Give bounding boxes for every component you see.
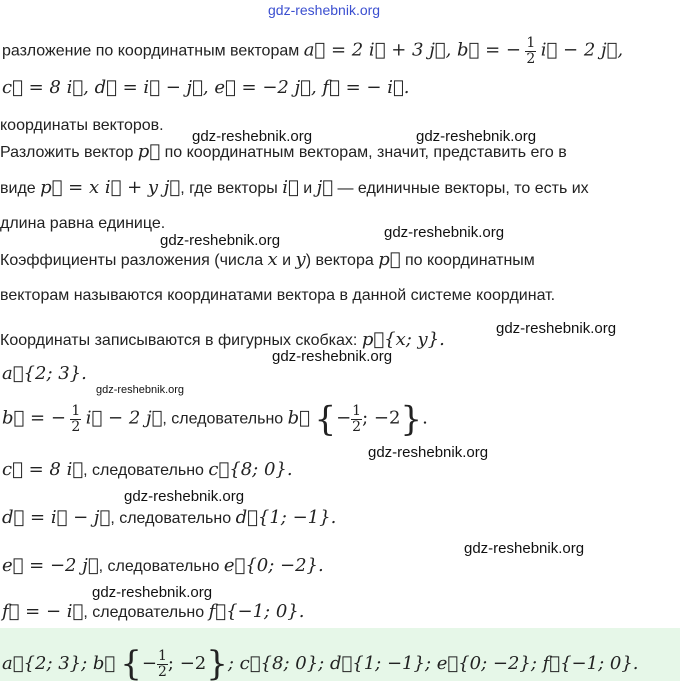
var-y: y [295, 249, 306, 270]
line-15 [2, 602, 304, 623]
fraction-half: $\frac{1}{2}$ [71, 403, 81, 435]
text: Разложить вектор [0, 144, 134, 161]
brace-right: } [400, 399, 423, 440]
vector-f-coords: f⃗{−1; 0}. [208, 601, 305, 622]
vector-b-coord-tail: ; −2 [362, 407, 401, 429]
answer-part: ; −2 [167, 652, 207, 674]
text: длина равна единице. [0, 215, 166, 232]
line-8 [0, 286, 555, 306]
vector-i: i⃗ [282, 177, 299, 198]
line-7 [0, 250, 535, 271]
line-3 [0, 116, 164, 136]
text: , следовательно [98, 558, 220, 575]
text: , где векторы [180, 180, 278, 197]
brace-right: } [206, 644, 228, 684]
brace-left: { [314, 399, 337, 440]
vector-d-expr: d⃗ = i⃗ − j⃗ [2, 507, 111, 528]
vector-p: p⃗ [137, 141, 161, 162]
vector-b-expr: b⃗ = − [2, 407, 66, 429]
answer-part: a⃗{2; 3}; b⃗ [2, 652, 116, 674]
text: векторам называются координатами вектора в данной системе координат. [0, 287, 556, 304]
text: виде [0, 180, 36, 197]
vector-p-decomposition: p⃗ = x i⃗ + y j⃗ [40, 177, 181, 198]
text: по координатным [404, 252, 535, 269]
text: по координатным векторам, значит, представить его в [164, 144, 567, 161]
answer-box [0, 628, 680, 684]
text: и [303, 180, 313, 197]
text: Коэффициенты разложения (числа [0, 252, 264, 269]
fraction-half: $\frac{1}{2}$ [158, 647, 167, 680]
vector-c-expr: c⃗ = 8 i⃗ [2, 459, 84, 480]
vector-p: p⃗ [378, 249, 401, 270]
line-13 [2, 508, 336, 529]
vector-expr-ab: a⃗ = 2 i⃗ + 3 j⃗, b⃗ = − [303, 39, 521, 61]
brace-left: { [120, 644, 142, 684]
vector-j: j⃗ [316, 177, 333, 198]
line-12 [2, 460, 293, 481]
watermark: gdz-reshebnik.org [464, 540, 585, 557]
vector-c-coords: c⃗{8; 0}. [208, 459, 293, 480]
watermark: gdz-reshebnik.org [124, 488, 245, 505]
vector-d-coords: d⃗{1; −1}. [235, 507, 337, 528]
vector-a-coords: a⃗{2; 3}. [2, 363, 87, 384]
line-5 [0, 178, 589, 199]
line-6 [0, 214, 165, 234]
intro-text: разложение по координатным векторам [2, 42, 300, 60]
line-4 [0, 142, 567, 163]
fraction-half: $\frac{1}{2}$ [526, 35, 536, 67]
line-14 [2, 556, 324, 577]
text: Координаты записываются в фигурных скобках: [0, 332, 358, 349]
vector-coords-heading: координаты векторов. [0, 117, 164, 134]
text: ) вектора [305, 252, 374, 269]
watermark: gdz-reshebnik.org [368, 444, 489, 461]
watermark-top: gdz-reshebnik.org [268, 2, 381, 18]
line-10 [2, 364, 87, 385]
vector-expr-cdef: c⃗ = 8 i⃗, d⃗ = i⃗ − j⃗, e⃗ = −2 j⃗, f⃗ = − i⃗. [2, 77, 410, 98]
text: , следовательно [83, 604, 205, 621]
vector-f-expr: f⃗ = − i⃗ [2, 601, 84, 622]
text: и [282, 252, 292, 269]
vector-e-expr: e⃗ = −2 j⃗ [2, 555, 99, 576]
line-11: b⃗ = − $\frac{1}{2}$ i⃗ − 2 j⃗, следовательно b⃗ {− $\frac{1}{2}$ ; −2}. [2, 399, 428, 440]
watermark: gdz-reshebnik.org [384, 224, 505, 241]
fraction-half: $\frac{1}{2}$ [352, 403, 362, 435]
watermark: gdz-reshebnik.org [160, 232, 281, 249]
vector-e-coords: e⃗{0; −2}. [223, 555, 324, 576]
line-2 [2, 78, 409, 99]
text: — единичные векторы, то есть их [337, 180, 589, 197]
vector-b: b⃗ [287, 407, 310, 429]
line-1 [2, 36, 623, 67]
watermark: gdz-reshebnik.org [272, 348, 393, 365]
answer-text: a⃗{2; 3}; b⃗ {− $\frac{1}{2}$ ; −2}; c⃗{8; 0}; d⃗{1; −1}; e⃗{0; −2}; f⃗{−1; 0}. [2, 644, 639, 684]
watermark: gdz-reshebnik.org [96, 384, 185, 396]
vector-b-expr-tail: i⃗ − 2 j⃗ [85, 407, 163, 429]
watermark: gdz-reshebnik.org [192, 128, 313, 145]
vector-expr-b-tail: i⃗ − 2 j⃗, [540, 39, 624, 61]
answer-part: ; c⃗{8; 0}; d⃗{1; −1}; e⃗{0; −2}; f⃗{−1; 0}. [227, 652, 639, 674]
watermark: gdz-reshebnik.org [92, 584, 213, 601]
text: , следовательно [83, 462, 204, 479]
watermark: gdz-reshebnik.org [496, 320, 617, 337]
watermark: gdz-reshebnik.org [416, 128, 537, 145]
var-x: x [267, 249, 278, 270]
text: , следовательно [162, 410, 284, 428]
coord-notation: p⃗{x; y}. [361, 329, 445, 350]
text: , следовательно [110, 510, 232, 527]
